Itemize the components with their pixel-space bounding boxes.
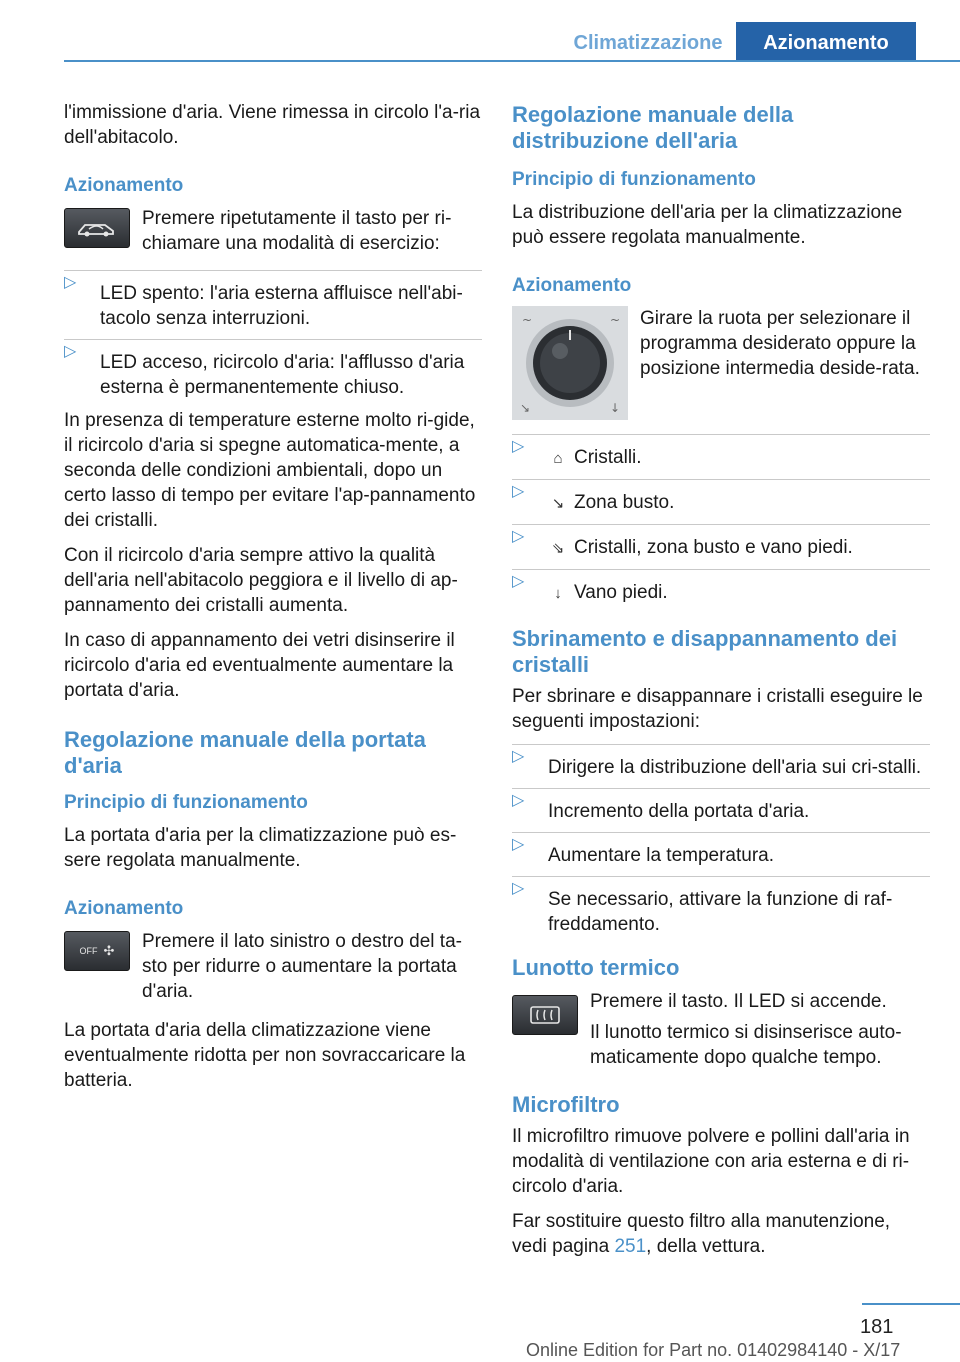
list-item: ▷ ⇘ Cristalli, zona busto e vano piedi. xyxy=(512,524,930,561)
footer-rule xyxy=(862,1303,960,1305)
triangle-bullet-icon: ▷ xyxy=(512,483,525,500)
heading-distribuzione: Regolazione manuale della distribuzione dell'aria xyxy=(512,102,794,153)
rear-window-defrost-button-image xyxy=(512,995,578,1035)
rear-defrost-text xyxy=(590,989,930,1070)
rear-defrost-instruction xyxy=(512,989,930,1070)
list-item: ▷ ↘ Zona busto. xyxy=(512,479,930,516)
rear-defrost-icon xyxy=(525,1004,565,1026)
triangle-bullet-icon: ▷ xyxy=(512,880,525,897)
paragraph: Per sbrinare e disappannare i cristalli eseguire le seguenti impostazioni: xyxy=(512,686,923,732)
list-item: ▷ ↓ Vano piedi. xyxy=(512,569,930,606)
footwell-airflow-icon: ↓ xyxy=(554,585,562,602)
list-item: ▷ LED spento: l'aria esterna affluisce nell'abi-tacolo senza interruzioni. xyxy=(64,270,482,331)
airflow-instruction xyxy=(64,929,482,1004)
header-rule xyxy=(64,60,960,62)
left-column xyxy=(64,100,482,1103)
dial-instruction xyxy=(512,306,930,420)
distribution-modes-list xyxy=(512,434,930,606)
header-section-climatizzazione: Climatizzazione xyxy=(573,32,723,54)
page-link-251[interactable]: 251 xyxy=(614,1236,647,1257)
header-section-azionamento: Azionamento xyxy=(736,22,916,62)
triangle-bullet-icon: ▷ xyxy=(512,528,525,545)
heading-azionamento: Azionamento xyxy=(64,898,184,919)
page-number: 181 xyxy=(860,1316,894,1338)
paragraph: Il microfiltro rimuove polvere e pollini dall'aria in modalità di ventilazione con aria esterna e di ri-circolo d'aria. xyxy=(512,1126,910,1197)
list-item: ▷ LED acceso, ricircolo d'aria: l'afflusso d'aria esterna è permanentemente chiuso. xyxy=(64,339,482,400)
airflow-instruction-text: Premere il lato sinistro o destro del ta-sto per ridurre o aumentare la portata d'aria. xyxy=(142,931,462,1002)
heading-sbrinamento: Sbrinamento e disappannamento dei cristalli xyxy=(512,626,898,677)
triangle-bullet-icon: ▷ xyxy=(512,748,525,765)
paragraph: La portata d'aria della climatizzazione viene eventualmente ridotta per non sovraccaricare la batteria. xyxy=(64,1020,466,1091)
svg-text:↘: ↘ xyxy=(520,401,531,415)
list-item: ▷ Incremento della portata d'aria. xyxy=(512,788,930,824)
recirculation-button-image xyxy=(64,208,130,248)
defrost-steps-list xyxy=(512,744,930,937)
fan-off-label: OFF xyxy=(79,946,98,956)
heading-azionamento: Azionamento xyxy=(64,175,184,196)
triangle-bullet-icon: ▷ xyxy=(512,438,525,455)
triangle-bullet-icon: ▷ xyxy=(512,836,525,853)
heading-lunotto: Lunotto termico xyxy=(512,955,680,980)
paragraph: In caso di appannamento dei vetri disinserire il ricircolo d'aria ed eventualmente aumentare la portata d'aria. xyxy=(64,630,455,701)
page-header xyxy=(0,0,960,64)
paragraph: La portata d'aria per la climatizzazione può es-sere regolata manualmente. xyxy=(64,825,457,871)
paragraph: La distribuzione dell'aria per la climatizzazione può essere regolata manualmente. xyxy=(512,202,903,248)
svg-text:↓: ↓ xyxy=(610,401,621,415)
heading-azionamento: Azionamento xyxy=(512,275,632,296)
paragraph: Premere il tasto. Il LED si accende. xyxy=(590,991,887,1012)
edition-note: Online Edition for Part no. 01402984140 - X/17 xyxy=(526,1340,901,1360)
list-item: ▷ Dirigere la distribuzione dell'aria sui cri-stalli. xyxy=(512,744,930,780)
paragraph-continuation: l'immissione d'aria. Viene rimessa in circolo l'a-ria dell'abitacolo. xyxy=(64,102,481,148)
all-zones-airflow-icon: ⇘ xyxy=(551,540,565,557)
car-recirculation-icon xyxy=(75,217,119,239)
paragraph-page-reference: Far sostituire questo filtro alla manutenzione, vedi pagina 251, della vettura. xyxy=(512,1211,891,1257)
recirculation-instruction-text: Premere ripetutamente il tasto per ri-chiamare una modalità di esercizio: xyxy=(142,208,452,254)
heading-microfiltro: Microfiltro xyxy=(512,1092,620,1117)
air-distribution-dial-image xyxy=(512,306,628,420)
right-column xyxy=(512,100,930,1269)
triangle-bullet-icon: ▷ xyxy=(64,343,77,360)
paragraph: In presenza di temperature esterne molto ri-gide, il ricircolo d'aria si spegne automatica-mente, a seconda delle condizioni ambientali, dopo un certo lasso di tempo per evitare l'ap-pannamento dei cristalli. xyxy=(64,410,476,531)
fan-icon: ✣ xyxy=(103,943,115,958)
dial-instruction-text: Girare la ruota per selezionare il programma desiderato oppure la posizione intermedia deside-rata. xyxy=(640,308,920,379)
triangle-bullet-icon: ▷ xyxy=(64,274,77,291)
recirculation-instruction xyxy=(64,206,482,256)
heading-principio: Principio di funzionamento xyxy=(64,792,308,813)
heading-portata-aria: Regolazione manuale della portata d'aria xyxy=(64,727,426,778)
windshield-icon: ⌂ xyxy=(553,450,563,467)
torso-airflow-icon: ↘ xyxy=(551,495,565,512)
paragraph: Il lunotto termico si disinserisce auto-maticamente dopo qualche tempo. xyxy=(590,1022,902,1068)
airflow-button-image xyxy=(64,931,130,971)
list-item: ▷ Se necessario, attivare la funzione di raf-freddamento. xyxy=(512,876,930,937)
led-state-list xyxy=(64,270,482,400)
svg-text:~: ~ xyxy=(610,313,621,327)
triangle-bullet-icon: ▷ xyxy=(512,792,525,809)
paragraph: Con il ricircolo d'aria sempre attivo la qualità dell'aria nell'abitacolo peggiora e il livello di ap-pannamento dei cristalli aumenta. xyxy=(64,545,458,616)
svg-text:~: ~ xyxy=(522,313,533,327)
list-item: ▷ ⌂ Cristalli. xyxy=(512,434,930,471)
triangle-bullet-icon: ▷ xyxy=(512,573,525,590)
list-item: ▷ Aumentare la temperatura. xyxy=(512,832,930,868)
heading-principio: Principio di funzionamento xyxy=(512,169,756,190)
